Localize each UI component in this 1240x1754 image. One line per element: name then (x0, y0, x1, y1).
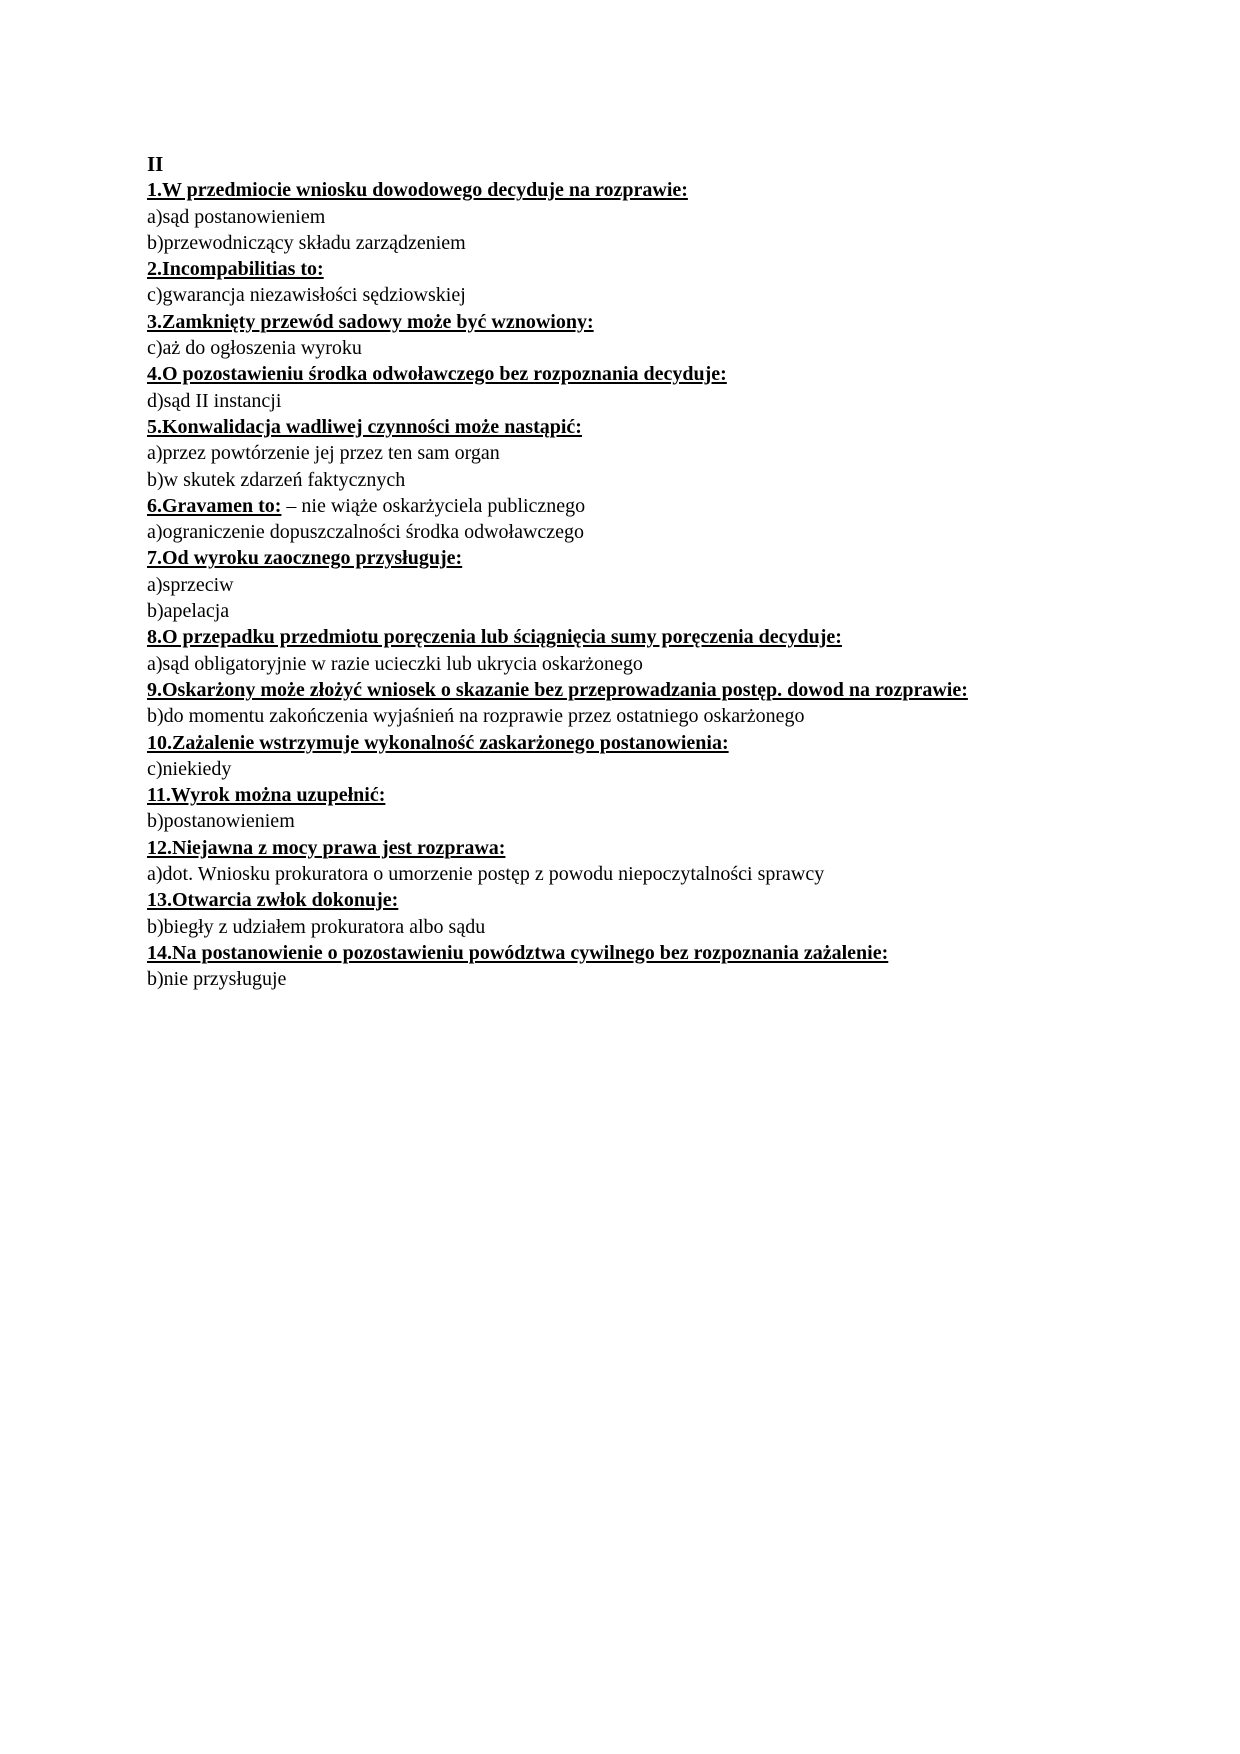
question-text: 1.W przedmiocie wniosku dowodowego decyduje na rozprawie: (147, 179, 688, 202)
question-line (147, 835, 1147, 861)
question-line (147, 545, 1147, 571)
question-line (147, 677, 997, 703)
answer-line: c)gwarancja niezawisłości sędziowskiej (147, 284, 466, 307)
question-text: 7.Od wyroku zaocznego przysługuje: (147, 547, 463, 570)
question-line (147, 782, 1147, 808)
answer-line: a)sąd postanowieniem (147, 205, 326, 228)
question-list (147, 177, 1147, 992)
answer-line: b)biegły z udziałem prokuratora albo sądu (147, 915, 486, 938)
question-line (147, 309, 1147, 335)
question-line (147, 256, 1147, 282)
question-line (147, 887, 1147, 913)
question-text: 5.Konwalidacja wadliwej czynności może nastąpić: (147, 415, 582, 438)
answer-line: b)w skutek zdarzeń faktycznych (147, 468, 406, 491)
question-text: 4.O pozostawieniu środka odwoławczego bez rozpoznania decyduje: (147, 363, 727, 386)
answer-line: b)apelacja (147, 600, 230, 623)
answer-line: a)sąd obligatoryjnie w razie ucieczki lub ukrycia oskarżonego (147, 652, 643, 675)
answer-line: a)sprzeciw (147, 573, 234, 596)
question-line (147, 730, 1147, 756)
question-line (147, 177, 1147, 203)
question-line (147, 624, 1147, 650)
answer-line: a)dot. Wniosku prokuratora o umorzenie postęp z powodu niepoczytalności sprawcy (147, 863, 825, 886)
question-text: 12.Niejawna z mocy prawa jest rozprawa: (147, 836, 506, 859)
question-text: 6.Gravamen to: (147, 494, 282, 517)
answer-line: a)przez powtórzenie jej przez ten sam organ (147, 442, 500, 465)
question-text: 2.Incompabilitias to: (147, 258, 324, 281)
question-text: 13.Otwarcia zwłok dokonuje: (147, 889, 399, 912)
question-line (147, 493, 1147, 519)
question-note: – nie wiąże oskarżyciela publicznego (281, 494, 586, 517)
answer-line: c)aż do ogłoszenia wyroku (147, 337, 362, 360)
question-line (147, 414, 1147, 440)
question-line (147, 361, 1147, 387)
question-text: 9.Oskarżony może złożyć wniosek o skazanie bez przeprowadzania postęp. dowod na rozprawie: (147, 678, 968, 701)
question-text: 14.Na postanowienie o pozostawieniu powództwa cywilnego bez rozpoznania zażalenie: (147, 941, 889, 964)
question-text: 8.O przepadku przedmiotu poręczenia lub ściągnięcia sumy poręczenia decyduje: (147, 626, 842, 649)
answer-line: b)postanowieniem (147, 810, 295, 833)
question-text: 10.Zażalenie wstrzymuje wykonalność zaskarżonego postanowienia: (147, 731, 729, 754)
answer-line: c)niekiedy (147, 757, 232, 780)
answer-line: b)nie przysługuje (147, 968, 287, 991)
question-text: 3.Zamknięty przewód sadowy może być wznowiony: (147, 310, 594, 333)
section-title: II (147, 152, 164, 176)
question-text: 11.Wyrok można uzupełnić: (147, 784, 386, 807)
document-page (147, 151, 1147, 993)
answer-line: a)ograniczenie dopuszczalności środka odwoławczego (147, 521, 585, 544)
answer-line: b)do momentu zakończenia wyjaśnień na rozprawie przez ostatniego oskarżonego (147, 705, 805, 728)
question-line (147, 940, 997, 966)
answer-line: b)przewodniczący składu zarządzeniem (147, 231, 466, 254)
answer-line: d)sąd II instancji (147, 389, 282, 412)
